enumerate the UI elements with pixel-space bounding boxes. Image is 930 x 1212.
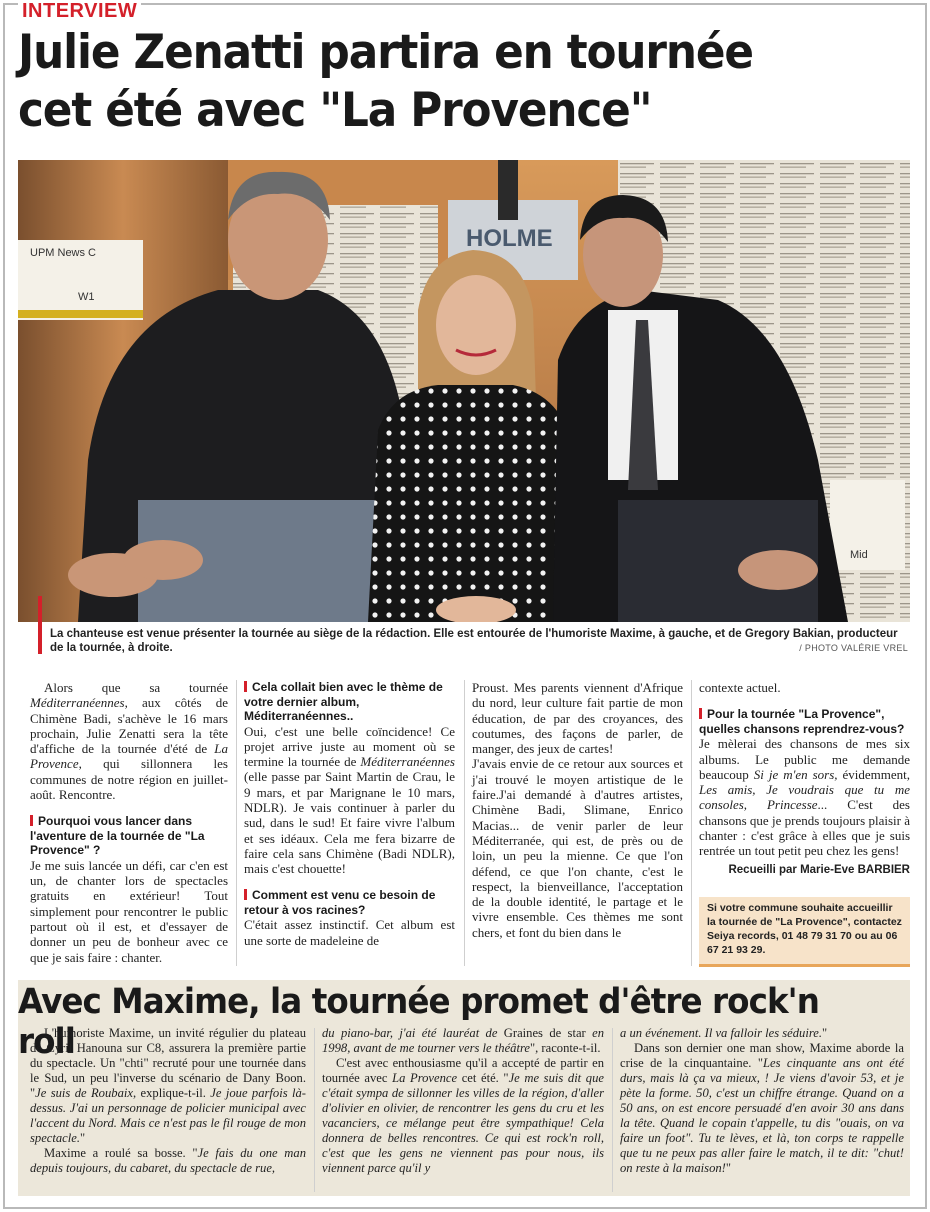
article-column-4 xyxy=(699,680,910,878)
sidebar-column-2 xyxy=(322,1026,604,1176)
sidebar-divider xyxy=(314,1028,315,1192)
answer-3-start: C'était assez instinctif. Cet album est une sorte de madeleine de xyxy=(244,917,455,948)
sidebar-para-5: a un événement. Il va falloir les séduire." xyxy=(620,1026,828,1040)
question-2: Cela collait bien avec le thème de votre dernier album, Méditerranéennes.. xyxy=(244,680,443,723)
answer-3-part-2: J'avais envie de ce retour aux sources et j'ai trouvé le moyen artistique de le faire.J'ai demandé à d'autres artistes, Chimène Badi, Slimane, Enrico Macias... de venir parler de leur Méditerranée, qui est, de près ou de loin, un peu la mienne. Ce que l'on défend, ce que l'on chante, c'est le respect, la bienveillance, l'acceptation de la double identité, le partage et le vivre ensemble. Ces thèmes me sont chers, et font du bien dans le xyxy=(472,756,683,940)
article-intro: Alors que sa tournée Méditerranéennes, aux côtés de Chimène Badi, s'achève le 16 mars prochain, Julie Zenatti sera la tête d'affiche de la tournée d'été de La Provence, qui sillonnera les communes de notre région en juillet-août. Rencontre. xyxy=(30,680,228,803)
box-label-right: Mid xyxy=(850,549,868,561)
article-column-1 xyxy=(30,680,228,965)
question-4: Pour la tournée "La Provence", quelles chansons reprendrez-vous? xyxy=(699,707,905,736)
answer-2: Oui, c'est une belle coïncidence! Ce projet arrive juste au moment où se termine la tournée de Méditerranéennes (elle passe par Saint Martin de Crau, le 9 mars, et par Marignane le 10 mars, NDLR). Je vais continuer à parler du sud, dans le sud! Et faire vivre l'album et ses idéaux. Cela me fera bizarre de faire cela sans Chimène (Badi NDLR), mais c'est chouette! xyxy=(244,723,455,877)
photo-credit: / PHOTO VALÉRIE VREL xyxy=(799,643,908,653)
column-divider xyxy=(691,680,692,966)
box-label-text: UPM News C xyxy=(30,247,97,259)
article-column-3 xyxy=(472,680,683,940)
headline xyxy=(18,24,836,140)
question-3: Comment est venu ce besoin de retour à vos racines? xyxy=(244,888,436,917)
question-1: Pourquoi vous lancer dans l'aventure de la tournée de "La Provence" ? xyxy=(30,814,205,858)
answer-4: Je mèlerai des chansons de mes six albums. Le public me demande beaucoup Si je m'en sors, évidemment, Les amis, Je voudrais que tu me consoles, Princesse... C'est des chansons que je prends toujours plaisir à chanter : c'est grâce à elles que je suis rentrée un tout petit peu chez les gens! xyxy=(699,736,911,859)
author-signoff: Recueilli par Marie-Eve BARBIER xyxy=(728,863,910,876)
sidebar-divider xyxy=(612,1028,613,1192)
answer-3-end: contexte actuel. xyxy=(699,680,781,695)
column-divider xyxy=(464,680,465,966)
caption-accent xyxy=(38,596,42,654)
sidebar-title: Avec Maxime, la tournée promet d'être rock'n roll xyxy=(18,982,819,1062)
sidebar-column-1 xyxy=(30,1026,306,1176)
sidebar-para-6: Dans son dernier one man show, Maxime aborde la crise de la cinquantaine. "Les cinquante ans ont été durs, mais là ça va mieux, ! Je viens d'avoir 53, et je pète la forme. 50, c'est un chiffre étrange. Quand on a 50 ans, on est encore persuadé d'en avoir 30 ans dans la tête. Quand le copain t'appelle, tu dis "ouais, on va faire un foot". Tu te lèves, et là, ton corps te rappelle que tu ne peux pas aller faire le match, il te dit: "chut! on reste à la maison!" xyxy=(620,1041,904,1175)
box-label-code: W1 xyxy=(78,291,95,303)
sign-text: HOLME xyxy=(466,225,553,252)
sidebar-para-1: L'humoriste Maxime, un invité régulier du plateau de Cyril Hanouna sur C8, assurera la première partie du spectacle. Un "chti" recruté pour une tournée dans le Sud, un peu l'inverse du scénario de Dany Boon. "Je suis de Roubaix, explique-t-il. Je joue parfois là-dessus. J'ai un personnage de policier municipal avec l'accent du Nord. Mais ce n'est pas le fil rouge de mon spectacle." xyxy=(30,1026,307,1145)
contact-infobox: Si votre commune souhaite accueillir la tournée de "La Provence", contactez Seiya records, 01 48 79 31 70 ou au 06 67 21 93 29. xyxy=(699,897,910,967)
answer-3-continued: Proust. Mes parents viennent d'Afrique du nord, leur culture fait partie de mon éducation, de par des croyances, des coutumes, des façons de parler, de manger, des jeux de cartes! xyxy=(472,680,683,757)
answer-1: Je me suis lancée un défi, car c'en est un, de chanter lors de spectacles gratuits en extérieur! Tout simplement pour rencontrer le public partout où il est, et d'essayer de donner un peu de bonheur avec ce que je sais faire : chanter. xyxy=(30,857,228,965)
sidebar-column-3 xyxy=(620,1026,904,1176)
section-kicker: INTERVIEW xyxy=(18,0,141,23)
article-column-2 xyxy=(244,680,455,948)
photo-caption: La chanteuse est venue présenter la tournée au siège de la rédaction. Elle est entourée de l'humoriste Maxime, à gauche, et de Gregory Bakian, producteur de la tournée, à droite. xyxy=(50,628,898,654)
sidebar-para-2: Maxime a roulé sa bosse. "Je fais du one man depuis toujours, du cabaret, du spectacle de rue, xyxy=(30,1146,306,1175)
column-divider xyxy=(236,680,237,966)
sidebar-para-4: C'est avec enthousiasme qu'il a accepté de partir en tournée avec La Provence cet été. "Je me suis dit que c'était sympa de sillonner les villes de la région, d'aller d'olivier en olivier, de rencontrer les gens du cru et les vacanciers, ce mélange peut être sympathique! Cela donnera de belles rencontres. Ce qui est rock'n roll, c'est que les gens ne viennent pas pour nous, ils viennent parce qu'il y xyxy=(322,1056,604,1175)
headline-line-1: Julie Zenatti partira en tournée xyxy=(18,25,753,80)
main-photo xyxy=(18,160,910,622)
headline-line-2: cet été avec "La Provence" xyxy=(18,83,652,138)
photo-illustration xyxy=(18,160,910,622)
sidebar-para-3: du piano-bar, j'ai été lauréat de Graines de star en 1998, avant de me tourner vers le théâtre", raconte-t-il. xyxy=(322,1026,604,1055)
